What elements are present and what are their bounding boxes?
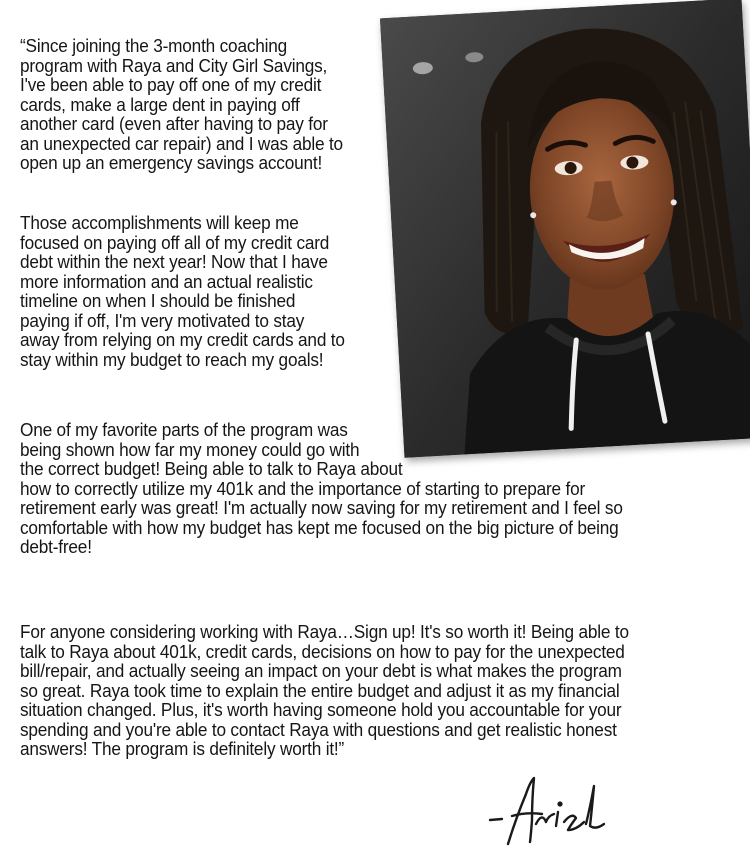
text-line: an unexpected car repair) and I was able to (20, 132, 343, 154)
text-line: For anyone considering working with Raya…Sign up! It's so worth it! Being able to (20, 621, 629, 642)
text-line: paying if off, I'm very motivated to stay (20, 309, 305, 331)
text-line: so great. Raya took time to explain the entire budget and adjust it as my financial (20, 679, 620, 701)
signature (486, 768, 626, 852)
portrait-illustration (380, 0, 750, 458)
text-line: comfortable with how my budget has kept me focused on the big picture of being (20, 516, 619, 538)
text-line: away from relying on my credit cards and to (20, 329, 345, 350)
text-line: debt within the next year! Now that I have (20, 251, 328, 272)
text-line: how to correctly utilize my 401k and the importance of starting to prepare for (20, 477, 586, 499)
text-line: answers! The program is definitely worth it!” (20, 738, 345, 759)
text-line: bill/repair, and actually seeing an impact on your debt is what makes the program (20, 660, 622, 681)
text-line: stay within my budget to reach my goals! (20, 348, 324, 370)
text-line: focused on paying off all of my credit card (20, 231, 330, 253)
text-line: situation changed. Plus, it's worth having someone hold you accountable for your (20, 699, 622, 720)
text-line: open up an emergency savings account! (20, 152, 323, 173)
text-line: debt-free! (20, 536, 92, 557)
text-line: being shown how far my money could go with (20, 438, 360, 460)
text-line: I've been able to pay off one of my credit (20, 74, 322, 95)
text-line: another card (even after having to pay for (20, 113, 328, 134)
text-line: retirement early was great! I'm actually now saving for my retirement and I feel so (20, 497, 623, 518)
text-line: spending and you're able to contact Raya with questions and get realistic honest (20, 718, 617, 740)
text-line: timeline on when I should be finished (20, 290, 296, 311)
signature-drawing (486, 768, 626, 852)
text-line: Those accomplishments will keep me (20, 212, 299, 233)
portrait-photo (380, 0, 750, 458)
text-line: the correct budget! Being able to talk to Raya about (20, 458, 403, 479)
testimonial-paragraph-1 (20, 36, 343, 173)
text-line: program with Raya and City Girl Savings, (20, 54, 328, 76)
testimonial-paragraph-4 (20, 622, 629, 759)
text-line: talk to Raya about 401k, credit cards, decisions on how to pay for the unexpected (20, 640, 625, 662)
text-line: “Since joining the 3-month coaching (20, 35, 288, 56)
testimonial-paragraph-2 (20, 213, 345, 369)
text-line: more information and an actual realistic (20, 270, 313, 292)
text-line: cards, make a large dent in paying off (20, 93, 300, 115)
text-line: One of my favorite parts of the program was (20, 419, 348, 440)
